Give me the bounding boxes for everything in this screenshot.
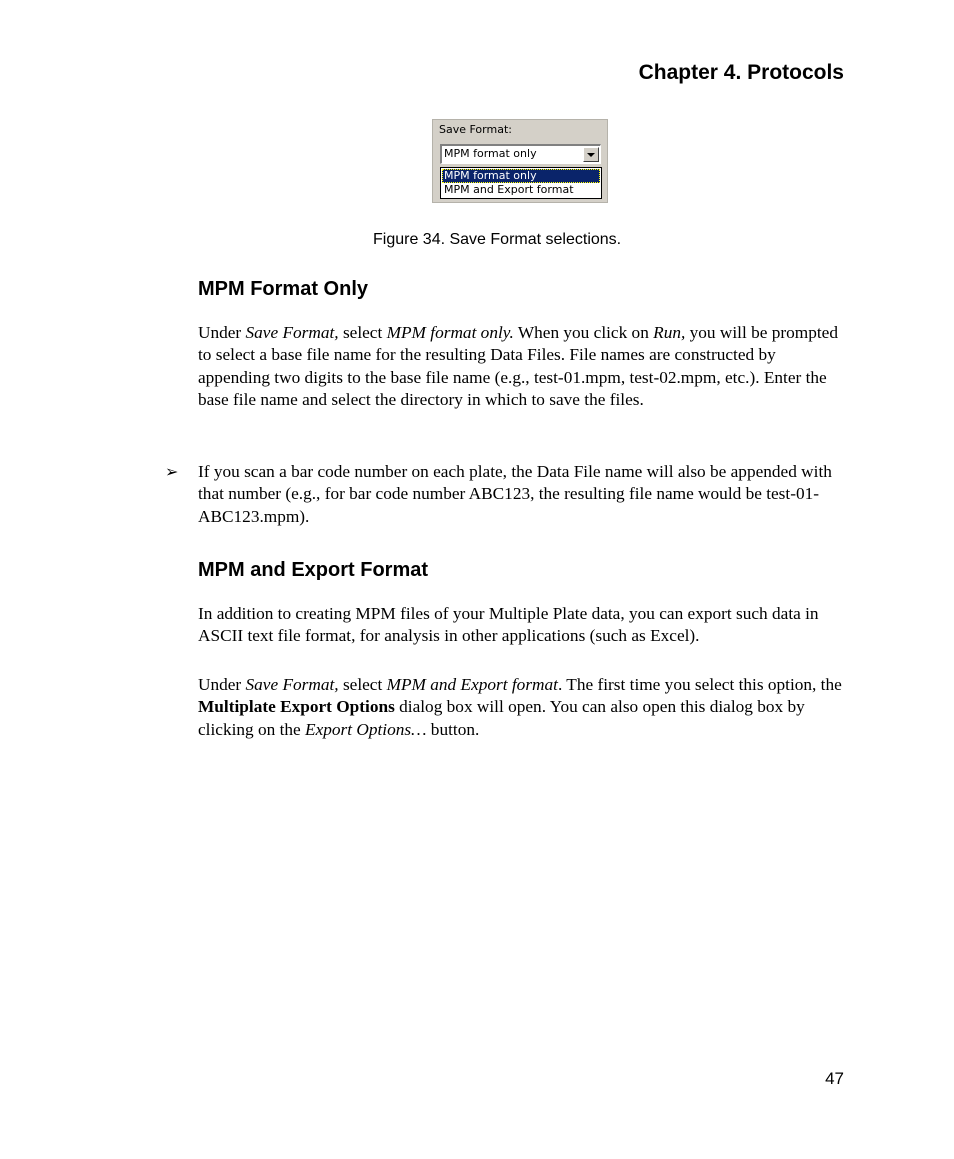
italic-term: MPM and Export format xyxy=(386,675,558,694)
text-run: button. xyxy=(426,719,480,739)
italic-term: Save Format, xyxy=(245,675,339,694)
italic-term: Save Format, xyxy=(245,323,339,342)
text-run: select xyxy=(338,323,387,342)
italic-term: Run, xyxy=(653,323,686,342)
text-run: you will be prompted to select a base file name for the resulting Data Files. File names are constructed by appending two digits to the base file name (e.g., test-01.mpm, test-02.mpm, etc.). Enter the base file name and select the directory in which to save the files. xyxy=(198,323,838,410)
text-run: . The first time you select this option, the xyxy=(557,675,842,694)
option-mpm-and-export-format[interactable]: MPM and Export format xyxy=(444,183,574,196)
text-run: When you click on xyxy=(513,323,654,342)
save-format-figure xyxy=(432,119,608,203)
chapter-header: Chapter 4. Protocols xyxy=(638,61,844,84)
italic-term: MPM format only. xyxy=(386,323,514,342)
bullet-text-bar-code: If you scan a bar code number on each plate, the Data File name will also be appended with that number (e.g., for bar code number ABC123, the resulting file name would be test-01-ABC123.mpm). xyxy=(198,462,832,526)
paragraph-export-instructions xyxy=(198,674,848,741)
page-number: 47 xyxy=(825,1069,844,1088)
text-run: Under xyxy=(198,323,246,342)
chevron-down-icon xyxy=(587,153,595,157)
option-mpm-format-only[interactable]: MPM format only xyxy=(442,169,600,183)
text-run: dialog box will open. You can also open this dialog box by clicking on the xyxy=(198,697,805,739)
text-run: select xyxy=(338,675,387,694)
text-run: Under xyxy=(198,675,246,694)
save-format-options-list xyxy=(440,167,602,199)
save-format-combobox[interactable] xyxy=(440,144,601,164)
save-format-label: Save Format: xyxy=(439,123,512,136)
italic-term: Export Options… xyxy=(305,719,427,739)
arrow-bullet-icon: ➢ xyxy=(165,462,179,481)
dropdown-button[interactable] xyxy=(583,147,599,162)
section-heading-mpm-and-export-format: MPM and Export Format xyxy=(198,559,429,581)
paragraph-export-intro: In addition to creating MPM files of your Multiple Plate data, you can export such data in ASCII text file format, for analysis in other applications (such as Excel). xyxy=(198,604,819,646)
bold-term: Multiplate Export Options xyxy=(198,697,395,717)
paragraph-mpm-format-only xyxy=(198,322,848,412)
save-format-selected-value: MPM format only xyxy=(444,147,537,160)
section-heading-mpm-format-only: MPM Format Only xyxy=(198,278,369,300)
figure-caption: Figure 34. Save Format selections. xyxy=(373,231,622,248)
